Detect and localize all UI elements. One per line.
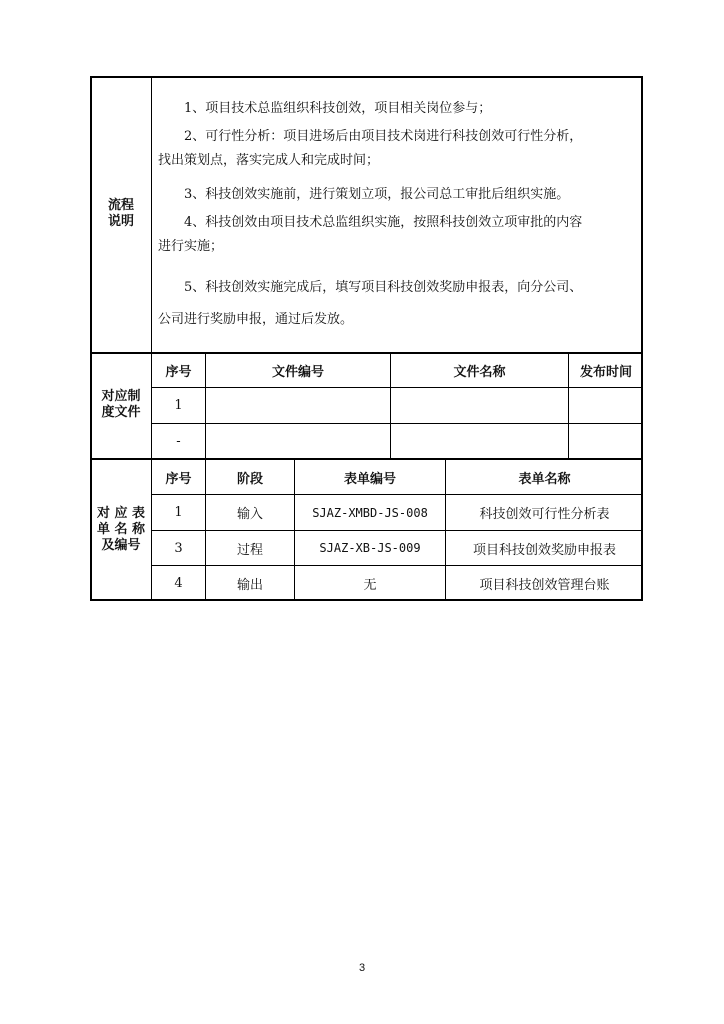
forms-row-1-index: 1 [174,505,183,520]
process-step-1: 1、项目技术总监组织科技创效，项目相关岗位参与； [158,101,492,116]
forms-row-2-form-number: SJAZ-XB-JS-009 [319,541,421,555]
docs-row-2-file-name [391,424,568,458]
forms-row-3-form-number: 无 [363,577,377,593]
docs-row-1-index: 1 [174,398,183,413]
forms-row-3-stage: 输出 [236,577,263,593]
forms-header-form-name: 表单名称 [518,471,571,487]
docs-section-label: 对应制 度文件 [101,389,141,420]
forms-row-2-form-name: 项目科技创效奖励申报表 [472,542,616,558]
forms-header-stage: 阶段 [236,471,263,487]
docs-row-1-file-name [391,388,568,423]
page-number: 3 [358,962,366,974]
process-step-5: 5、科技创效实施完成后，填写项目科技创效奖励申报表，向分公司、 公司进行奖励申报，通过后发放。 [158,280,583,327]
docs-row-2-index: - [176,433,181,449]
forms-header-index: 序号 [165,471,192,487]
forms-row-3-index: 4 [174,575,183,591]
forms-row-2-index: 3 [174,540,183,556]
docs-row-1-publish-date [569,388,643,423]
docs-row-2-publish-date [569,424,643,458]
docs-header-publish-date: 发布时间 [579,364,632,380]
docs-row-2-file-number [206,424,390,458]
forms-row-1-form-name: 科技创效可行性分析表 [479,507,610,522]
docs-header-file-number: 文件编号 [271,364,324,380]
docs-row-1-file-number [206,388,390,423]
process-section-label: 流程 说明 [107,198,134,229]
forms-row-3-form-name: 项目科技创效管理台账 [479,577,610,593]
docs-header-file-name: 文件名称 [453,364,506,380]
process-step-2: 2、可行性分析：项目进场后由项目技术岗进行科技创效可行性分析， 找出策划点，落实完成人和完成时间； [158,129,583,168]
forms-section-label: 对 应 表 单 名 称 及编号 [96,506,146,553]
forms-row-1-stage: 输入 [236,507,263,522]
process-step-4: 4、科技创效由项目技术总监组织实施，按照科技创效立项审批的内容 进行实施； [158,215,583,254]
forms-row-1-form-number: SJAZ-XMBD-JS-008 [312,505,428,520]
docs-header-index: 序号 [165,364,192,380]
forms-row-2-stage: 过程 [236,542,263,558]
forms-header-form-number: 表单编号 [343,471,396,487]
process-step-3: 3、科技创效实施前，进行策划立项，报公司总工审批后组织实施。 [158,187,570,202]
